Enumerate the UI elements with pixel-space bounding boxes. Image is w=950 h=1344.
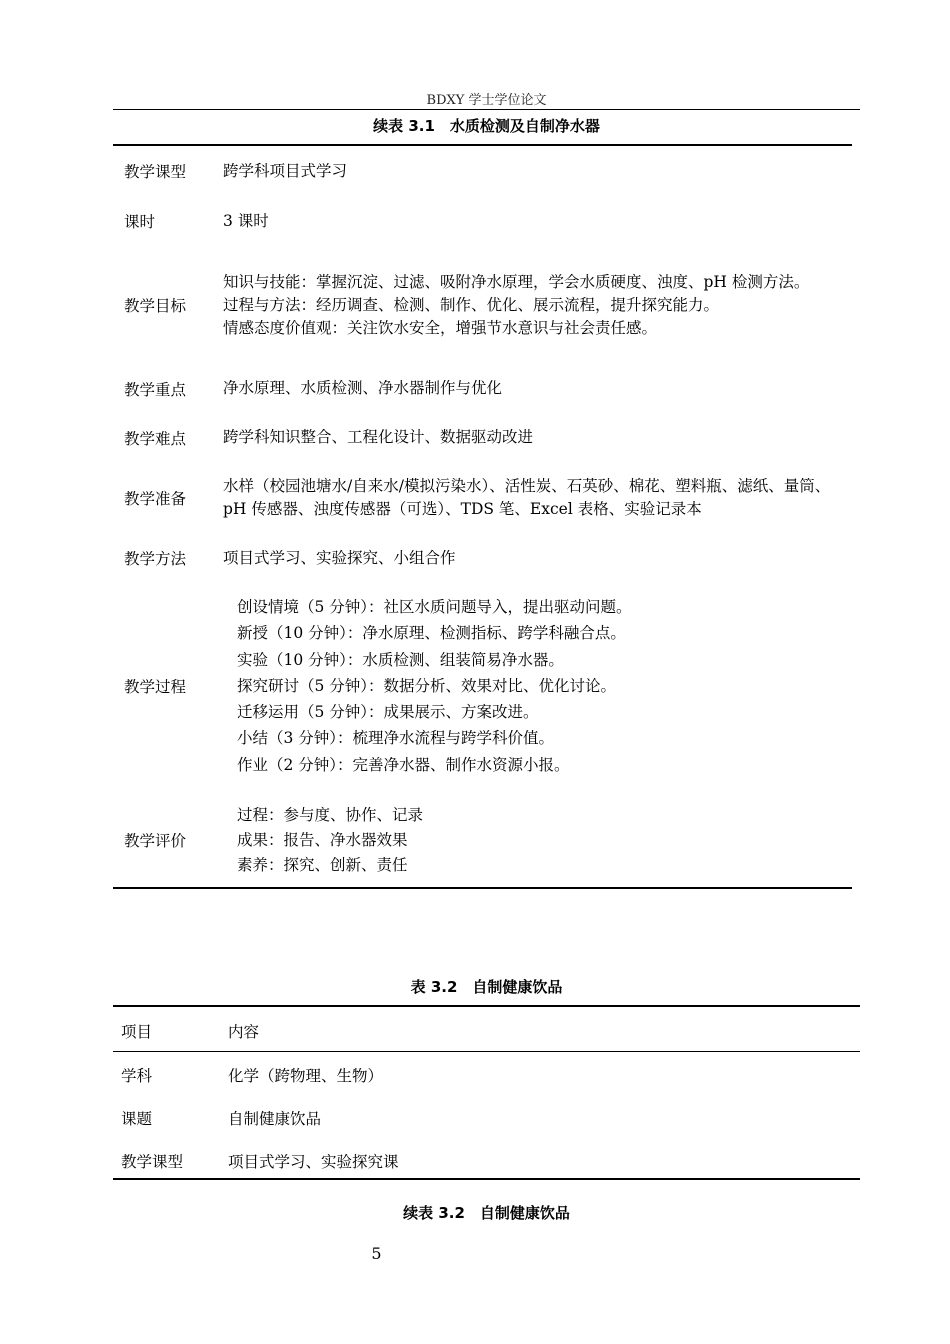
row-content: [223, 594, 852, 778]
header-label: 项目: [121, 1022, 153, 1041]
row-text: 素养：探究、创新、责任: [237, 855, 408, 874]
row-text: 情感态度价值观：关注饮水安全，增强节水意识与社会责任感。: [223, 318, 658, 337]
row-content: [223, 271, 852, 340]
table2-top-rule: [113, 1005, 860, 1007]
row-text: 迁移运用（5 分钟）：成果展示、方案改进。: [237, 703, 539, 722]
table-row: [113, 790, 852, 890]
row-label: 教学方法: [124, 550, 187, 568]
row-label: 教学准备: [124, 490, 187, 508]
table2-header-rule: [113, 1051, 860, 1052]
row-content: [223, 210, 852, 233]
header-content: 内容: [228, 1022, 260, 1041]
row-label: 学科: [121, 1066, 153, 1085]
row-text: 过程：参与度、协作、记录: [237, 805, 424, 824]
row-text: 跨学科项目式学习: [223, 161, 348, 180]
row-text: 新授（10 分钟）：净水原理、检测指标、跨学科融合点。: [237, 624, 626, 643]
table-row: [113, 246, 852, 364]
row-text: 跨学科知识整合、工程化设计、数据驱动改进: [223, 428, 534, 446]
row-label: 教学课型: [121, 1152, 184, 1171]
table2: [113, 1009, 860, 1052]
row-label: 教学过程: [124, 678, 187, 696]
row-content: [223, 426, 852, 449]
row-text: 净水原理、水质检测、净水器制作与优化: [223, 379, 503, 397]
table-row: [113, 364, 852, 413]
row-text: 探究研讨（5 分钟）：数据分析、效果对比、优化讨论。: [237, 676, 617, 695]
row-text: 作业（2 分钟）：完善净水器、制作水资源小报。: [237, 755, 570, 774]
row-text: 小结（3 分钟）：梳理净水流程与跨学科价值。: [237, 729, 555, 748]
row-content: [223, 803, 852, 878]
row-label: 教学重点: [124, 380, 187, 399]
row-content: 化学（跨物理、生物）: [228, 1066, 384, 1085]
row-text: 3 课时: [223, 211, 269, 230]
row-label: 课时: [124, 213, 156, 231]
page-number: 5: [371, 1244, 382, 1263]
table-row: [113, 462, 852, 534]
table-row: [113, 1096, 860, 1139]
row-text: 实验（10 分钟）：水质检测、组装简易净水器。: [237, 650, 564, 669]
header-rule: [113, 109, 860, 110]
table1-bottom-rule: [113, 887, 852, 889]
table-row: [113, 582, 852, 790]
row-text: 项目式学习、实验探究、小组合作: [223, 548, 456, 567]
table3-caption: 续表 3.2 自制健康饮品: [403, 1204, 570, 1222]
row-content: 自制健康饮品: [228, 1109, 322, 1128]
table-row: [113, 196, 852, 246]
table-row: [113, 534, 852, 582]
row-label: 教学难点: [124, 429, 187, 448]
table2-body: [113, 1053, 860, 1182]
row-label: 教学目标: [124, 297, 187, 315]
table-header-row: [113, 1009, 860, 1052]
running-header: BDXY 学士学位论文: [426, 93, 547, 108]
table-row: [113, 1053, 860, 1096]
table2-bottom-rule: [113, 1178, 860, 1180]
table-row: [113, 146, 852, 196]
table-row: [113, 413, 852, 462]
row-content: 项目式学习、实验探究课: [228, 1152, 399, 1171]
row-label: 教学评价: [124, 832, 187, 850]
row-text: 水样（校园池塘水/自来水/模拟污染水）、活性炭、石英砂、棉花、塑料瓶、滤纸、量筒、pH 传感器、浊度传感器（可选）、TDS 笔、Excel 表格、实验记录本: [223, 477, 831, 518]
table1-caption: 续表 3.1 水质检测及自制净水器: [373, 117, 600, 135]
row-content: [223, 475, 852, 521]
row-text: 过程与方法：经历调查、检测、制作、优化、展示流程，提升探究能力。: [223, 295, 720, 314]
row-label: 教学课型: [124, 163, 187, 181]
row-content: [223, 547, 852, 570]
row-text: 知识与技能：掌握沉淀、过滤、吸附净水原理，学会水质硬度、浊度、pH 检测方法。: [223, 272, 810, 291]
row-content: [223, 160, 852, 183]
row-text: 成果：报告、净水器效果: [237, 830, 408, 849]
table1: [113, 146, 852, 890]
row-label: 课题: [121, 1109, 153, 1128]
table2-caption: 表 3.2 自制健康饮品: [410, 978, 563, 996]
row-text: 创设情境（5 分钟）：社区水质问题导入，提出驱动问题。: [237, 597, 632, 616]
row-content: [223, 377, 852, 400]
table-row: [113, 1139, 860, 1182]
